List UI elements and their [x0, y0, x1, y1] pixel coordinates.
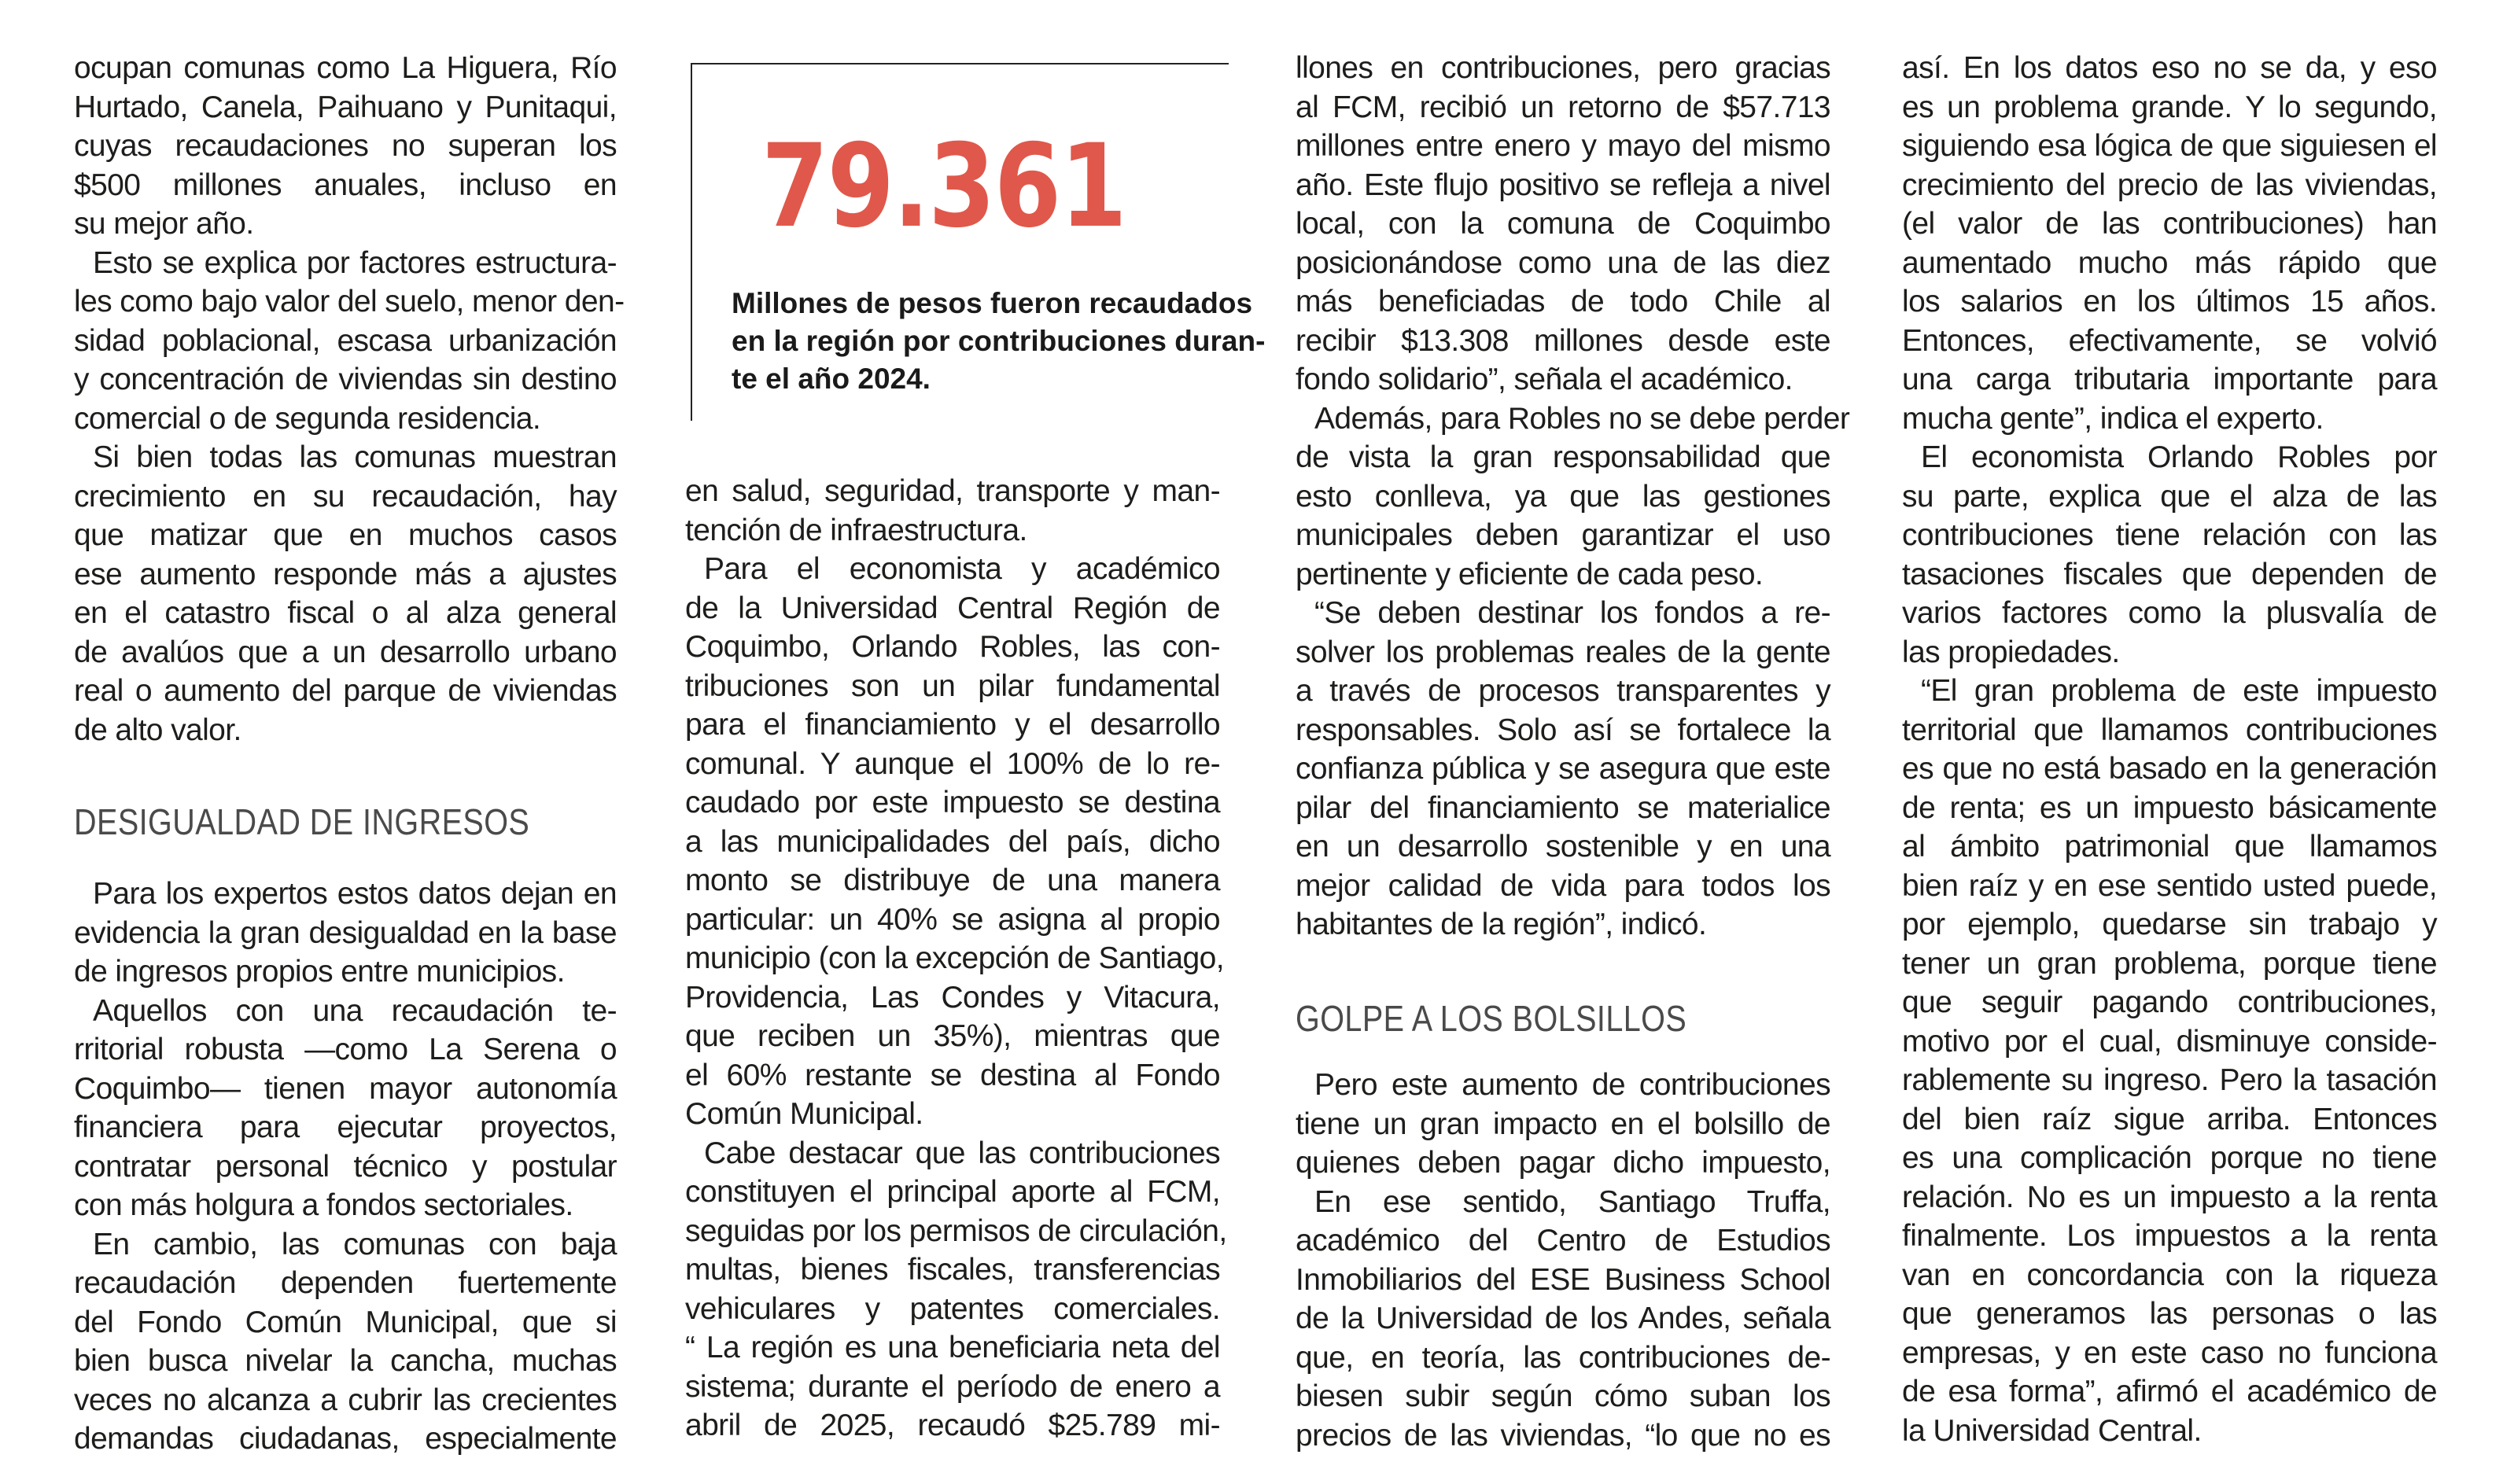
text-line: municipales deben garantizar el uso	[1296, 518, 1830, 552]
text-line: responsables. Solo así se fortalece la	[1296, 713, 1830, 747]
text-line: tasaciones fiscales que dependen de	[1902, 557, 2437, 591]
text-line: rablemente su ingreso. Pero la tasación	[1902, 1063, 2437, 1097]
text-line: a las municipalidades del país, dicho	[685, 824, 1220, 859]
text-line: precios de las viviendas, “lo que no es	[1296, 1418, 1830, 1453]
text-line: año. Este flujo positivo se refleja a nivel	[1296, 168, 1830, 202]
text-line: sidad poblacional, escasa urbanización	[74, 323, 617, 358]
text-line: particular: un 40% se asigna al propio	[685, 902, 1220, 937]
text-line: mejor calidad de vida para todos los	[1296, 868, 1830, 903]
text-line: Común Municipal.	[685, 1097, 923, 1131]
text-line: al FCM, recibió un retorno de $57.713	[1296, 90, 1830, 124]
text-line: finalmente. Los impuestos a la renta	[1902, 1219, 2437, 1253]
text-line: pertinente y eficiente de cada peso.	[1296, 557, 1764, 591]
text-line: es que no está basado en la generación	[1902, 752, 2437, 786]
text-line: multas, bienes fiscales, transferencias	[685, 1253, 1220, 1287]
text-line: les como bajo valor del suelo, menor den-	[74, 285, 625, 319]
text-line: relación. No es un impuesto a la renta	[1902, 1180, 2437, 1214]
text-line: de vista la gran responsabilidad que	[1296, 440, 1830, 474]
text-line: que seguir pagando contribuciones,	[1902, 985, 2437, 1019]
text-line: Coquimbo, Orlando Robles, las con-	[685, 630, 1220, 664]
text-line: evidencia la gran desigualdad en la base	[74, 915, 617, 950]
text-line: rritorial robusta —como La Serena o	[74, 1033, 617, 1066]
text-line: tener un gran problema, porque tiene	[1902, 946, 2437, 981]
text-line: constituyen el principal aporte al FCM,	[685, 1175, 1220, 1209]
text-line: demandas ciudadanas, especialmente	[74, 1422, 617, 1456]
text-line: Coquimbo— tienen mayor autonomía	[74, 1071, 617, 1106]
text-line: las propiedades.	[1902, 635, 2120, 669]
text-line: para el financiamiento y el desarrollo	[685, 708, 1220, 742]
text-line: con más holgura a fondos sectoriales.	[74, 1188, 573, 1222]
text-line: crecimiento del precio de las viviendas,	[1902, 168, 2437, 202]
text-line: de avalúos que a un desarrollo urbano	[74, 635, 617, 669]
text-line: recibir $13.308 millones desde este	[1296, 323, 1830, 358]
text-line: así. En los datos eso no se da, y eso	[1902, 51, 2437, 85]
text-line: financiera para ejecutar proyectos,	[74, 1110, 617, 1144]
text-line: que matizar que en muchos casos	[74, 518, 617, 552]
text-line: de ingresos propios entre municipios.	[74, 955, 565, 989]
text-line: Hurtado, Canela, Paihuano y Punitaqui,	[74, 90, 617, 124]
text-line: del Fondo Común Municipal, que si	[74, 1305, 617, 1339]
column-1-text-a	[74, 49, 625, 749]
text-line: llones en contribuciones, pero gracias	[1296, 51, 1830, 85]
text-line: $500 millones anuales, incluso en	[74, 168, 617, 202]
text-line: del bien raíz sigue arriba. Entonces	[1902, 1102, 2437, 1136]
text-line: motivo por el cual, disminuye conside-	[1902, 1024, 2437, 1059]
text-line: posicionándose como una de las diez	[1296, 245, 1830, 280]
text-line: y concentración de viviendas sin destino	[74, 363, 617, 396]
text-line: En cambio, las comunas con baja	[93, 1227, 617, 1261]
text-line: varios factores como la plusvalía de	[1902, 596, 2437, 630]
text-line: vehiculares y patentes comerciales.	[685, 1291, 1220, 1326]
text-line: real o aumento del parque de viviendas	[74, 674, 617, 708]
text-line: en salud, seguridad, transporte y man-	[685, 474, 1220, 508]
text-line: “El gran problema de este impuesto	[1921, 674, 2437, 708]
text-line: comunal. Y aunque el 100% de lo re-	[685, 746, 1220, 781]
article-column-1	[74, 49, 625, 749]
stat-caption-line: Millones de pesos fueron recaudados	[732, 287, 1253, 319]
text-line: millones entre enero y mayo del mismo	[1296, 129, 1830, 163]
text-line: biesen subir según cómo suban los	[1296, 1379, 1830, 1413]
text-line: ocupan comunas como La Higuera, Río	[74, 51, 617, 85]
text-line: de la Universidad Central Región de	[685, 591, 1220, 625]
text-line: en un desarrollo sostenible y en una	[1296, 830, 1830, 864]
text-line: comercial o de segunda residencia.	[74, 401, 541, 436]
text-line: contribuciones tiene relación con las	[1902, 518, 2437, 552]
column-1-text-b	[74, 875, 617, 1459]
stat-caption-line: en la región por contribuciones duran-	[732, 325, 1266, 357]
text-line: territorial que llamamos contribuciones	[1902, 713, 2437, 747]
stat-caption	[732, 285, 1266, 398]
text-line: mucha gente”, indica el experto.	[1902, 401, 2324, 436]
text-line: esto conlleva, ya que las gestiones	[1296, 479, 1830, 514]
text-line: tención de infraestructura.	[685, 513, 1027, 547]
text-line: empresas, y en este caso no funciona	[1902, 1335, 2437, 1370]
text-line: por ejemplo, quedarse sin trabajo y	[1902, 908, 2437, 941]
text-line: bien busca nivelar la cancha, muchas	[74, 1344, 617, 1378]
text-line: una carga tributaria importante para	[1902, 363, 2437, 396]
text-line: veces no alcanza a cubrir las crecientes	[74, 1383, 617, 1417]
text-line: caudado por este impuesto se destina	[685, 786, 1220, 819]
text-line: la Universidad Central.	[1902, 1413, 2202, 1448]
stat-value: 79.361	[761, 120, 1126, 253]
stat-callout-box	[691, 63, 1266, 421]
text-line: que generamos las personas o las	[1902, 1297, 2437, 1331]
text-line: tiene un gran impacto en el bolsillo de	[1296, 1107, 1830, 1141]
text-line: Aquellos con una recaudación te-	[93, 993, 617, 1028]
text-line: En ese sentido, Santiago Truffa,	[1314, 1184, 1830, 1219]
text-line: Cabe destacar que las contribuciones	[704, 1136, 1220, 1170]
text-line: monto se distribuye de una manera	[685, 864, 1220, 897]
text-line: quienes deben pagar dicho impuesto,	[1296, 1146, 1830, 1180]
text-line: municipio (con la excepción de Santiago,	[685, 941, 1224, 975]
column-3-text-b	[1296, 1066, 1830, 1455]
text-line: Esto se explica por factores estructura-	[93, 245, 617, 280]
text-line: cuyas recaudaciones no superan los	[74, 129, 617, 163]
text-line: su mejor año.	[74, 207, 254, 241]
text-line: sistema; durante el período de enero a	[685, 1369, 1220, 1404]
text-line: seguidas por los permisos de circulación,	[685, 1213, 1227, 1248]
text-line: Providencia, Las Condes y Vitacura,	[685, 980, 1220, 1014]
text-line: (el valor de las contribuciones) han	[1902, 207, 2437, 241]
text-line: su parte, explica que el alza de las	[1902, 479, 2437, 514]
text-line: Pero este aumento de contribuciones	[1314, 1068, 1830, 1102]
text-line: Si bien todas las comunas muestran	[93, 440, 617, 474]
text-line: recaudación dependen fuertemente	[74, 1266, 617, 1300]
text-line: tribuciones son un pilar fundamental	[685, 668, 1220, 703]
section-heading-desigualdad: DESIGUALDAD DE INGRESOS	[74, 801, 530, 842]
text-line: de renta; es un impuesto básicamente	[1902, 790, 2437, 825]
article-column-2	[685, 472, 1227, 1445]
text-line: solver los problemas reales de la gente	[1296, 635, 1830, 669]
text-line: local, con la comuna de Coquimbo	[1296, 207, 1830, 241]
text-line: los salarios en los últimos 15 años.	[1902, 285, 2437, 319]
text-line: de la Universidad de los Andes, señala	[1296, 1302, 1830, 1335]
text-line: abril de 2025, recaudó $25.789 mi-	[685, 1409, 1220, 1442]
text-line: que, en teoría, las contribuciones de-	[1296, 1340, 1830, 1375]
text-line: siguiendo esa lógica de que siguiesen el	[1902, 129, 2437, 163]
text-line: Entonces, efectivamente, se volvió	[1902, 323, 2437, 358]
text-line: Además, para Robles no se debe perder	[1314, 401, 1850, 436]
article-column-3	[1296, 49, 1850, 945]
text-line: más beneficiadas de todo Chile al	[1296, 285, 1830, 319]
text-line: el 60% restante se destina al Fondo	[685, 1058, 1220, 1092]
text-line: van en concordancia con la riqueza	[1902, 1258, 2437, 1292]
text-line: Para el economista y académico	[704, 552, 1220, 586]
text-line: crecimiento en su recaudación, hay	[74, 479, 617, 514]
section-heading-golpe: GOLPE A LOS BOLSILLOS	[1296, 998, 1687, 1039]
text-line: académico del Centro de Estudios	[1296, 1224, 1830, 1258]
text-line: Para los expertos estos datos dejan en	[93, 877, 617, 911]
text-line: fondo solidario”, señala el académico.	[1296, 363, 1793, 396]
text-line: El economista Orlando Robles por	[1921, 440, 2437, 474]
text-line: al ámbito patrimonial que llamamos	[1902, 830, 2437, 864]
stat-caption-line: te el año 2024.	[732, 363, 931, 395]
text-line: pilar del financiamiento se materialice	[1296, 790, 1830, 825]
text-line: Inmobiliarios del ESE Business School	[1296, 1262, 1830, 1297]
text-line: confianza pública y se asegura que este	[1296, 752, 1830, 786]
text-line: de alto valor.	[74, 713, 241, 747]
text-line: “Se deben destinar los fondos a re-	[1314, 596, 1830, 630]
text-line: a través de procesos transparentes y	[1296, 674, 1830, 708]
text-line: “ La región es una beneficiaria neta del	[685, 1331, 1220, 1364]
text-line: ese aumento responde más a ajustes	[74, 557, 617, 591]
text-line: en el catastro fiscal o al alza general	[74, 596, 617, 630]
text-line: bien raíz y en ese sentido usted puede,	[1902, 868, 2437, 903]
text-line: aumentado mucho más rápido que	[1902, 245, 2437, 280]
text-line: es una complicación porque no tiene	[1902, 1141, 2437, 1175]
text-line: contratar personal técnico y postular	[74, 1149, 617, 1184]
text-line: es un problema grande. Y lo segundo,	[1902, 90, 2437, 124]
text-line: habitantes de la región”, indicó.	[1296, 908, 1707, 941]
text-line: que reciben un 35%), mientras que	[685, 1019, 1220, 1053]
article-column-4	[1902, 49, 2437, 1450]
text-line: de esa forma”, afirmó el académico de	[1902, 1375, 2437, 1409]
